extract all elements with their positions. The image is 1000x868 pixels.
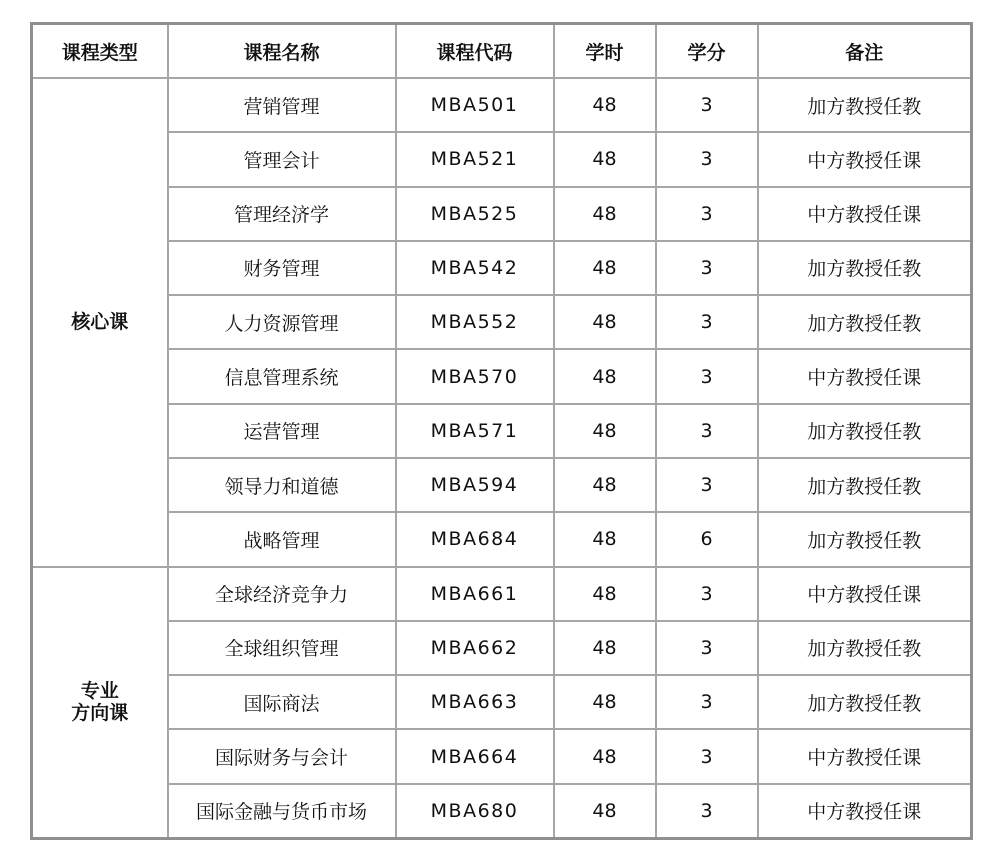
course-type-cell xyxy=(32,78,168,567)
note-cell: 中方教授任课 xyxy=(758,132,972,186)
course-name-cell: 全球组织管理 xyxy=(168,621,396,675)
hours-cell: 48 xyxy=(554,349,656,403)
course-code-cell: MBA684 xyxy=(396,512,554,566)
course-name-cell: 战略管理 xyxy=(168,512,396,566)
credits-cell: 3 xyxy=(656,621,758,675)
note-cell: 加方教授任教 xyxy=(758,621,972,675)
header-course-type: 课程类型 xyxy=(32,24,168,79)
table-row xyxy=(32,241,972,295)
course-name-cell: 财务管理 xyxy=(168,241,396,295)
credits-cell: 3 xyxy=(656,349,758,403)
course-code-cell: MBA552 xyxy=(396,295,554,349)
table-row xyxy=(32,784,972,839)
header-credits: 学分 xyxy=(656,24,758,79)
credits-cell: 3 xyxy=(656,404,758,458)
hours-cell: 48 xyxy=(554,78,656,132)
credits-cell: 3 xyxy=(656,675,758,729)
table-row xyxy=(32,729,972,783)
table-row xyxy=(32,187,972,241)
hours-cell: 48 xyxy=(554,404,656,458)
course-type-line: 核心课 xyxy=(71,311,129,334)
course-code-cell: MBA663 xyxy=(396,675,554,729)
note-cell: 加方教授任教 xyxy=(758,404,972,458)
course-code-cell: MBA501 xyxy=(396,78,554,132)
note-cell: 中方教授任课 xyxy=(758,784,972,839)
note-cell: 加方教授任教 xyxy=(758,78,972,132)
hours-cell: 48 xyxy=(554,295,656,349)
table-row xyxy=(32,295,972,349)
table-body xyxy=(32,78,972,839)
table-row xyxy=(32,567,972,621)
note-cell: 中方教授任课 xyxy=(758,349,972,403)
hours-cell: 48 xyxy=(554,512,656,566)
note-cell: 加方教授任教 xyxy=(758,295,972,349)
note-cell: 中方教授任课 xyxy=(758,187,972,241)
hours-cell: 48 xyxy=(554,621,656,675)
credits-cell: 3 xyxy=(656,78,758,132)
hours-cell: 48 xyxy=(554,187,656,241)
table-row xyxy=(32,621,972,675)
header-course-code: 课程代码 xyxy=(396,24,554,79)
course-table xyxy=(30,22,973,840)
course-code-cell: MBA594 xyxy=(396,458,554,512)
table-header xyxy=(32,24,972,79)
course-name-cell: 国际商法 xyxy=(168,675,396,729)
course-name-cell: 国际金融与货币市场 xyxy=(168,784,396,839)
hours-cell: 48 xyxy=(554,567,656,621)
course-name-cell: 人力资源管理 xyxy=(168,295,396,349)
note-cell: 加方教授任教 xyxy=(758,458,972,512)
header-row xyxy=(32,24,972,79)
course-type-line: 专业 xyxy=(80,680,119,703)
table-row xyxy=(32,404,972,458)
course-name-cell: 信息管理系统 xyxy=(168,349,396,403)
hours-cell: 48 xyxy=(554,132,656,186)
header-hours: 学时 xyxy=(554,24,656,79)
note-cell: 中方教授任课 xyxy=(758,729,972,783)
credits-cell: 3 xyxy=(656,567,758,621)
course-code-cell: MBA662 xyxy=(396,621,554,675)
course-code-cell: MBA521 xyxy=(396,132,554,186)
credits-cell: 3 xyxy=(656,241,758,295)
course-code-cell: MBA525 xyxy=(396,187,554,241)
hours-cell: 48 xyxy=(554,458,656,512)
table-row xyxy=(32,78,972,132)
course-code-cell: MBA570 xyxy=(396,349,554,403)
course-type-cell xyxy=(32,567,168,839)
note-cell: 加方教授任教 xyxy=(758,241,972,295)
hours-cell: 48 xyxy=(554,241,656,295)
credits-cell: 3 xyxy=(656,132,758,186)
course-code-cell: MBA664 xyxy=(396,729,554,783)
course-name-cell: 全球经济竞争力 xyxy=(168,567,396,621)
hours-cell: 48 xyxy=(554,784,656,839)
hours-cell: 48 xyxy=(554,675,656,729)
credits-cell: 3 xyxy=(656,784,758,839)
header-course-name: 课程名称 xyxy=(168,24,396,79)
note-cell: 加方教授任教 xyxy=(758,675,972,729)
table-row xyxy=(32,132,972,186)
course-code-cell: MBA542 xyxy=(396,241,554,295)
credits-cell: 3 xyxy=(656,295,758,349)
credits-cell: 3 xyxy=(656,458,758,512)
credits-cell: 3 xyxy=(656,187,758,241)
table-row xyxy=(32,512,972,566)
table-row xyxy=(32,349,972,403)
course-code-cell: MBA571 xyxy=(396,404,554,458)
hours-cell: 48 xyxy=(554,729,656,783)
course-name-cell: 管理会计 xyxy=(168,132,396,186)
course-name-cell: 营销管理 xyxy=(168,78,396,132)
course-code-cell: MBA661 xyxy=(396,567,554,621)
course-name-cell: 领导力和道德 xyxy=(168,458,396,512)
table-row xyxy=(32,458,972,512)
credits-cell: 6 xyxy=(656,512,758,566)
course-name-cell: 运营管理 xyxy=(168,404,396,458)
credits-cell: 3 xyxy=(656,729,758,783)
table-row xyxy=(32,675,972,729)
course-code-cell: MBA680 xyxy=(396,784,554,839)
header-notes: 备注 xyxy=(758,24,972,79)
course-name-cell: 国际财务与会计 xyxy=(168,729,396,783)
note-cell: 中方教授任课 xyxy=(758,567,972,621)
course-name-cell: 管理经济学 xyxy=(168,187,396,241)
course-type-line: 方向课 xyxy=(71,702,129,725)
note-cell: 加方教授任教 xyxy=(758,512,972,566)
